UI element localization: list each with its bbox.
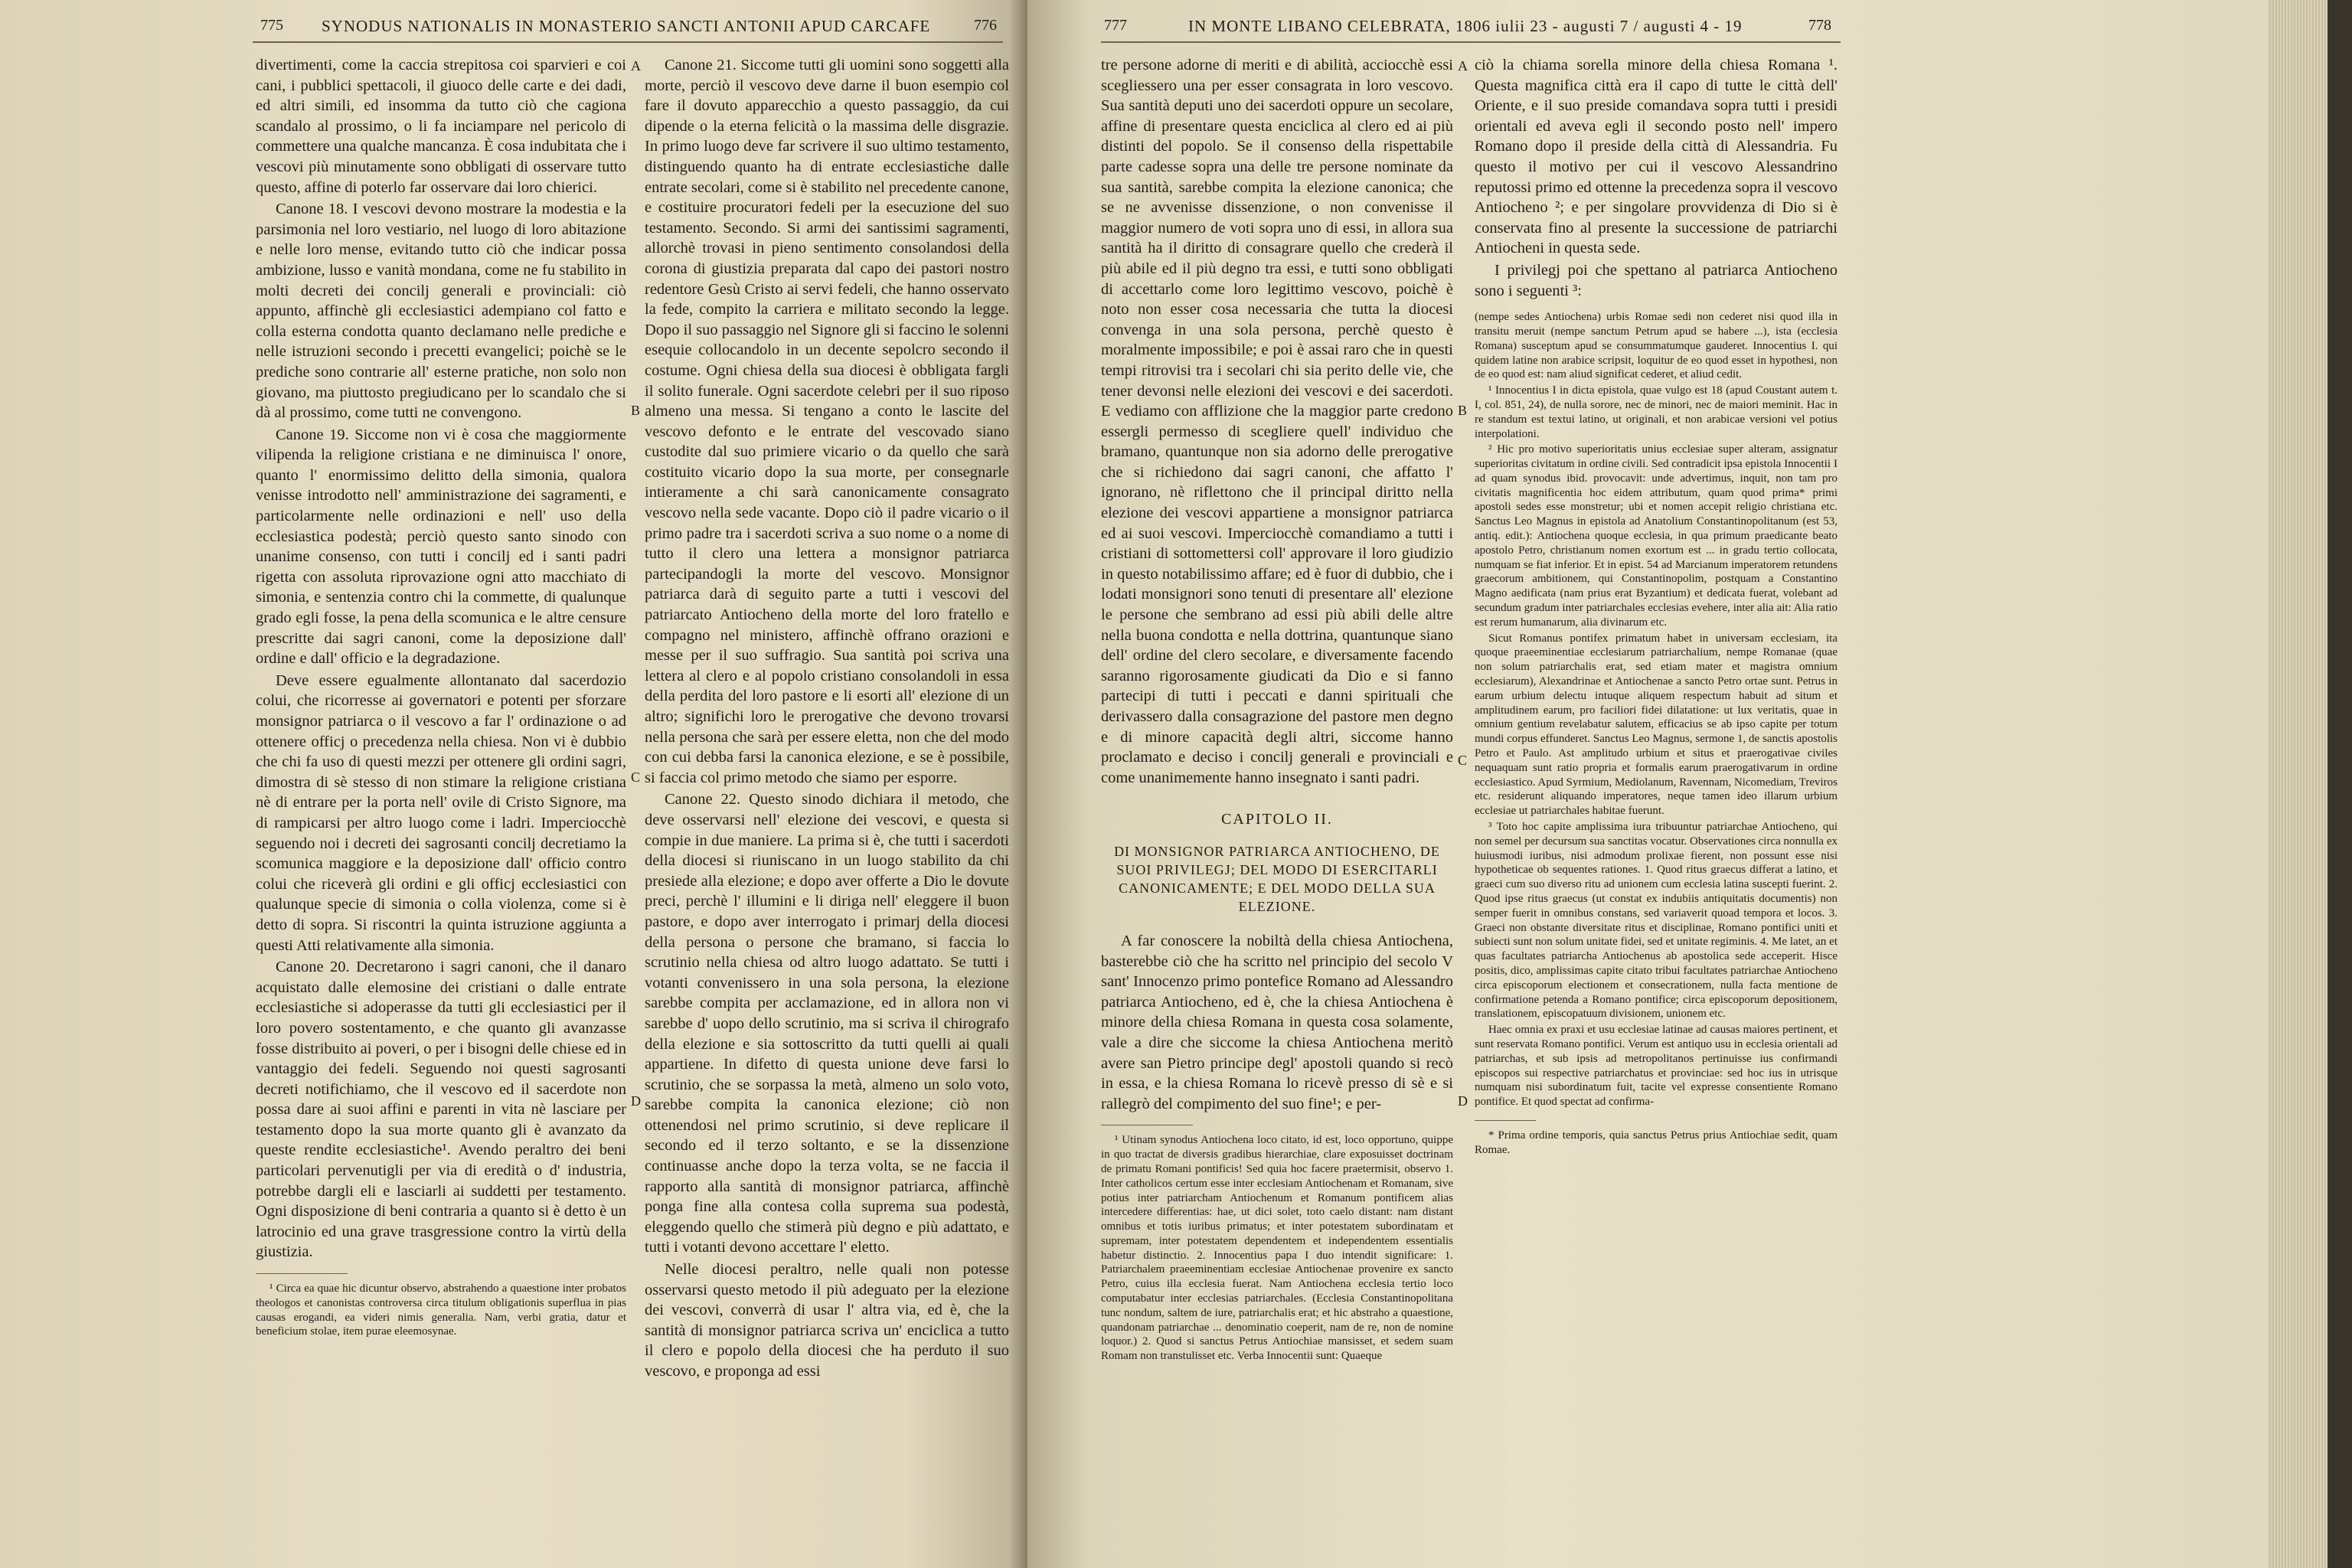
margin-letter-d: D <box>1458 1093 1468 1109</box>
chapter-subtitle: DI MONSIGNOR PATRIARCA ANTIOCHENO, DE SUOI PRIVILEGJ; DEL MODO DI ESERCITARLI CANONICAMENTE; E DEL MODO DELLA SUA ELEZIONE. <box>1114 843 1440 914</box>
footnote-text: ¹ Utinam synodus Antiochena loco citato, id est, loco opportuno, quippe in quo tractat de diversis gradibus hierarchiae, clare exposuisset doctrinam de primatu Romani pontificis! Sed quia hoc facere praetermisit, observo 1. Inter catholicos certum esse inter ecclesiam Antiochenam et Romanam, sive potius inter patriarcham Antiochenum et Romanum pontificem alias intercedere differentias: hae, ut dici solet, toto caelo distant: nam distant omnibus et totis iuribus primatus; et inter potestatem subordinatam et supremam, inter potestatem dependentem et independentem essentialis habetur distinctio. 2. Innocentius papa I duo intendit significare: 1. Patriarchalem praeeminentiam ecclesiae Antiochenae provenire ex sancto Petro, cuius illa ecclesia fuerat. Nam Antiochena ecclesia tertio loco computabatur inter ecclesias patriarchales. (Ecclesia Constantinopolitana tunc nondum, saltem de iure, patriarchalis erat; et hic abstraho a quaestione, quandonam patriarchae ... denominatio coeperit, nam de re, non de nomine loquor.) 2. Quod si sanctus Petrus Antiochiae mansisset, et sedem suam Romam non transtulisset etc. Verba Innocentii sunt: Quaeque <box>1101 1134 1453 1363</box>
margin-letter-c: C <box>631 769 641 785</box>
canon-18: Canone 18. I vescovi devono mostrare la modestia e la parsimonia nel loro vestiario, nel luogo di loro abitazione e nelle loro mense, evitando tutto ciò che indicar possa ambizione, lusso e vanità mondana, come ne fu stabilito in molti decreti dei concilj generali e provinciali: ciò appunto, affinchè gli ecclesiastici adempiano col fatto e colla esterna condotta quanto declamano nelle prediche e nelle istruzioni secondo i precetti evangelici; poichè se le prediche sono contrarie all' esterne pratiche, non solo non giovano, ma piuttosto pregiudicano per lo scandalo che si dà al prossimo, come tutti ne convengono. <box>256 201 626 422</box>
footnotes <box>1475 310 1838 1157</box>
margin-letter-c: C <box>1458 753 1468 768</box>
paragraph: Nelle diocesi peraltro, nelle quali non potesse osservarsi questo metodo il più adeguato per la elezione dei vescovi, converrà di usar l' altra via, ed è, che la santità di monsignor patriarca scriva un' enciclica a tutto il clero e popolo della diocesi che ha perduto il suo vescovo, e proponga ad essi <box>645 1261 1009 1380</box>
footnote-text: (nempe sedes Antiochena) urbis Romae sedi non cederet nisi quod illa in transitu meruit (nempe sanctum Petrum apud se habere ...), ista (ecclesia Romana) susceptum apud se consummatumque gauderet. Innocentius I. qui quidem latine non arabice scripsit, loquitur de eo quod esset in hypothesi, non de eo quod est: nam aliud significat cederet, et aliud cedit. <box>1475 311 1838 381</box>
paragraph: Deve essere egualmente allontanato dal sacerdozio colui, che ricorresse ai governatori e potenti per sforzare monsignor patriarca o il vescovo a far l' ordinazione o ad ottenere officj o precedenza nella chiesa. Non vi è dubbio che chi fa uso di questi mezzi per ottenere gli ordini sagri, dimostra di sè stesso di non stimare la religione cristiana nè di entrare per la porta nell' ovile di Cristo Signore, ma di rampicarsi per altro luogo come i ladri. Imperciocchè seguendo noi i decreti dei sagrosanti concilj decretiamo la scomunica maggiore e la deposizione dall' officio contro colui che riceverà gli ordini e gli officj ecclesiastici con qualunque specie di simonia o colla violenza, come si è detto di sopra. Si riscontri la quinta istruzione aggiunta a questi Atti relativamente alla simonia. <box>256 671 626 954</box>
chapter-title: CAPITOLO II. <box>1221 811 1333 828</box>
left-col-2 <box>645 55 1009 1383</box>
margin-letter-a: A <box>1458 58 1468 74</box>
book-cover-edge <box>2328 0 2352 1568</box>
canon-21: Canone 21. Siccome tutti gli uomini sono soggetti alla morte, perciò il vescovo deve darne il buon esempio col fare il dovuto apparecchio a questo passaggio, da cui dipende o la eterna felicità o la massima delle disgrazie. In primo luogo deve far scrivere il suo ultimo testamento, distinguendo quanto ha di entrate ecclesiastiche dalle entrate secolari, come si è stabilito nel precedente canone, e costituire procuratori fedeli per la esecuzione del suo testamento. Secondo. Si armi dei santissimi sagramenti, allorchè trovasi in pieno sentimento consolandosi della corona di giustizia preparata dal capo dei pastori nostro redentore Gesù Cristo ai servi fedeli, che hanno osservato la fede, compito la carriera e militato secondo la legge. Dopo il suo passaggio nel Signore gli si faccino le solenni esequie collocandolo in un decente sepolcro secondo il costume. Ogni chiesa della sua diocesi è obbligata fargli il solito funerale. Ogni sacerdote celebri per il suo riposo almeno una messa. Si tengano a conto le lascite del vescovo defonto e le entrate del vescovado siano custodite dal suo primiere vicario o da quello che sarà costituito vicario dopo la sua morte, per consegnarle intieramente a chi sarà canonicamente consagrato vescovo nella sede vacante. Dopo ciò il padre vicario o il primo padre tra i sacerdoti scriva a suo nome o a nome di tutto il clero una lettera a monsignor patriarca partecipandogli la morte del vescovo. Monsignor patriarca darà di seguito parte a tutti i vescovi del patriarcato Antiocheno della morte del loro fratello e compagno nel ministero, affinchè offrano orazioni e messe per il suo suffragio. Sua santità poi scriva una lettera al clero e al popolo cristiano consolandoli in essa della perdita del loro pastore e li esorti all' elezione di un altro; significhi loro le prerogative che devono trovarsi nella persona che sarà per essere eletta, non che del modo con cui debba farsi la canonica elezione, e se è possibile, si faccia col primo metodo che siamo per esporre. <box>645 57 1009 786</box>
footnote-text: Sicut Romanus pontifex primatum habet in universam ecclesiam, ita quoque praeeminentiae ecclesiarum patriarchalium, nempe Romanae (quae non solum patriarchalis erat, sed etiam mater et magistra omnium ecclesiarum), Alexandrinae et Antiochenae a sancto Petro ortae sunt. Petrus in earum urbium delectu intuque aliquem respectum habuit ad situm et amplitudinem earum, pro faciliori fidei dilatatione: ut lux veritatis, quae in omnium gentium revelabatur salutem, efficacius se ab ipso capite per totum mundi corpus effunderet. Sanctus Leo Magnus, sermone 1, de sanctis apostolis Petro et Paulo. Ast amplitudo urbium et situs et praerogativae civiles nequaquam sunt ratio propria et formalis earum praerogativarum in ordine ecclesiastico. Apud Syrmium, Mediolanum, Ravennam, Nicomediam, Treviros etc. residerunt aliquando imperatores, neque tamen ideo illarum urbium ecclesiae ut patriarchales habitae fuerunt. <box>1475 632 1838 818</box>
footnote-text: Haec omnia ex praxi et usu ecclesiae latinae ad causas maiores pertinent, et sunt reservata Romano pontifici. Verum est antiquo usu in ecclesia orientali ad patriarchas, et sub ipsis ad metropolitanos pertinuisse ius confirmandi episcopos sui respective patriarchatus et provinciae: sed hoc ius in utrisque numquam nisi subordinatum fuit, tacite vel expresse consentiente Romano pontifice. Et quod spectat ad confirma- <box>1475 1024 1838 1109</box>
right-col-2 <box>1475 55 1838 1159</box>
margin-letter-b: B <box>1458 403 1468 418</box>
page-number-777: 777 <box>1104 17 1127 34</box>
paragraph: tre persone adorne di meriti e di abilità, acciocchè essi scegliessero una per esser consagrata in loro vescovo. Sua santità deputi uno dei sacerdoti oppure un secolare, affine di presentare questa enciclica al clero ed ai più distinti del popolo. Se il consenso della rispettabile parte cadesse sopra una delle tre persone nominate da sua santità, sarebbe compita la elezione canonica; che se ne avvenisse dissenzione, o non convenisse il maggior numero de voti sopra uno di essi, in allora sua santità ha il diritto di consagrare quello che crederà il più abile ed il più degno tra essi, e tutti sono obbligati di accettarlo come loro legittimo vescovo, poichè è noto non esser cosa necessaria che tutta la diocesi convenga in una sola persona, perchè questo è moralmente impossibile; e poi è assai raro che in questi tempi ritrovisi tra i secolari chi sia perito delle vie, che tener devonsi nelle elezioni dei vescovi e dei sacerdoti. E vediamo con afflizione che la maggior parte credono essergli permesso di scegliere quell' individuo che bramano, quantunque non sia adorno delle prerogative che si richiedono dai sagri canoni, che affatto l' ignorano, nè riflettono che il principal diritto nella elezione dei vescovi appartiene a monsignor patriarca ed ai suoi vescovi. Imperciocchè comandiamo a tutti i cristiani di sottomettersi coll' approvare il loro giudizio in questo notabilissimo affare; ed è fuor di dubbio, che i lodati monsignori sono tenuti di presentare all' elezione le persone che sembrano ad essi più abili delle altre nella buona condotta e nella dottrina, quantunque siano dell' ordine del clero secolare, e diversamente facendo saranno rigorosamente giudicati da Dio e si fanno partecipi di tutti i peccati e danni spirituali che derivassero dalla consagrazione del pastore men degno e di minore capacità degli altri, siccome hanno proclamato e deciso i concilj generali e provinciali e come unanimemente hanno insegnato i santi padri. <box>1101 57 1453 786</box>
footnote-rule <box>256 1273 348 1274</box>
margin-letter-d: D <box>631 1093 641 1109</box>
page-number-776: 776 <box>974 17 997 34</box>
page-number-775: 775 <box>260 17 283 34</box>
paragraph: A far conoscere la nobiltà della chiesa Antiochena, basterebbe ciò che ha scritto nel principio del secolo V sant' Innocenzo primo pontefice Romano ad Alessandro patriarca Antiocheno, ed è, che la chiesa Antiochena è minore della chiesa Romana in questa cosa solamente, vale a dire che siccome la chiesa Antiochena meritò avere san Pietro principe degl' apostoli quando si recò in essa, e la chiesa Romana lo ricevè presso di sè e si rallegrò del compimento del suo fine¹; e per- <box>1101 932 1453 1112</box>
head-rule-left <box>253 41 1003 43</box>
running-head-right: IN MONTE LIBANO CELEBRATA, 1806 iulii 23 - augusti 7 / augusti 4 - 19 <box>1188 17 1743 35</box>
footnote-text: * Prima ordine temporis, quia sanctus Petrus prius Antiochiae sedit, quam Romae. <box>1475 1129 1838 1156</box>
right-col-1 <box>1101 55 1453 1365</box>
page-number-778: 778 <box>1808 17 1831 34</box>
left-page <box>0 0 1027 1568</box>
left-col-1 <box>256 55 626 1341</box>
paragraph: I privilegj poi che spettano al patriarca Antiocheno sono i seguenti ³: <box>1475 261 1838 299</box>
footnote-text: ² Hic pro motivo superioritatis unius ecclesiae super alteram, assignatur superioritas civitatum in ordine civili. Sed contradicit ipsa epistola Innocentii I ad quam synodus ibid. provocavit: unde advertimus, inquit, non tam pro civitatis magnificentia hoc eidem attributum, quam quod prima* primi apostoli sedes esse monstretur; ubi et nomen accepit religio christiana etc. Sanctus Leo Magnus in epistola ad Anatolium Constantinopolitanum (est 53, antiq. edit.): Antiochena quoque ecclesia, in qua primum praedicante beato apostolo Petro, christianum nomen exortum est ... in gradu tertio collocata, numquam se fiat inferior. Et in epist. 54 ad Marcianum imperatorem retundens graecorum ambitionem, qui Constantinopolim, postquam a Constantino Magno aedificata (nam prius erat Byzantium) et dedicata fuerat, volebant ad secundum gradum inter patriarchales ecclesias evehere, inter alia ait: Alia ratio est rerum humanarum, alia divinarum etc. <box>1475 443 1838 629</box>
right-page <box>1027 0 2268 1568</box>
canon-19: Canone 19. Siccome non vi è cosa che maggiormente vilipenda la religione cristiana e ne diminuisca l' onore, quanto l' enormissimo delitto della simonia, qualora venisse introdotto nell' amministrazione dei sagramenti, e particolarmente nelle ordinazioni e nell' uso della ecclesiastica podestà; perciò questo santo sinodo con unanime consenso, con tutti i concilj ed i santi padri rigetta con assoluta riprovazione ogni atto macchiato di simonia, e sentenzia contro chi la commette, di qualunque grado egli fosse, la pena della scomunica e le altre censure prescritte dai sagri canoni, come la deposizione dall' ordine e dall' officio e la degradazione. <box>256 426 626 668</box>
footnote <box>1101 1133 1453 1364</box>
canon-22: Canone 22. Questo sinodo dichiara il metodo, che deve osservarsi nell' elezione dei vescovi, e questa si compie in due maniere. La prima si è, che tutti i sacerdoti della diocesi si riuniscano in un luogo stabilito da chi presiede alla elezione; e dopo aver offerte a Dio le dovute preci, perchè l' illumini e li diriga nell' eleggere il buon pastore, e dopo aver interrogato i primarj della diocesi della persona o persone che bramano, si faccia lo scrutinio nella chiesa od altro luogo adattato. Se tutti i votanti convenissero in una sola persona, la elezione sarebbe compita per acclamazione, ed in allora non vi sarebbe d' uopo dello scrutinio, ma si scriva il chirografo della elezione e sia sottoscritto da tutti quelli ai quali appartiene. In difetto di questa unione deve farsi lo scrutinio, che se sorpassa la metà, almeno un solo voto, sarebbe compita la canonica elezione; ciò non ottenendosi nel primo scrutinio, si deve replicare il secondo ed il terzo soltanto, e se la dissenzione continuasse anche dopo la terza volta, se ne faccia il rapporto alla santità di monsignor patriarca, affinchè ponga fine alla contesa colla suprema sua podestà, eleggendo quello che stimerà più degno e più adattato, e tutti i votanti devono accettare l' eletto. <box>645 791 1009 1256</box>
footnote-text: ¹ Circa ea quae hic dicuntur observo, abstrahendo a quaestione inter probatos theologos et canonistas controversa circa titulum obligationis superflua in pias causas erogandi, ea videri nimis generalia. Nam, verbi gratia, datur et beneficium stolae, item purae eleemosynae. <box>256 1282 626 1338</box>
head-rule-right <box>1101 41 1841 43</box>
margin-letter-a: A <box>631 58 641 74</box>
margin-letter-b: B <box>631 403 641 418</box>
footnote-text: ¹ Innocentius I in dicta epistola, quae vulgo est 18 (apud Coustant autem t. I, col. 851, 24), de nulla sorore, nec de minori, nec de maiori meminit. Hac in re standum est textui latino, ut originali, et non arabicae versioni vel potius interpolationi. <box>1475 384 1838 440</box>
canon-20: Canone 20. Decretarono i sagri canoni, che il danaro acquistato dalle elemosine dei cristiani o dalle entrate ecclesiastiche si adoperasse da tutti gli ecclesiastici per il loro povero sostentamento, e che quanto gli avanzasse fosse distribuito ai poveri, o per i bisogni delle chiese ed in vantaggio dei fedeli. Seguendo noi questi sagrosanti decreti notifichiamo, che il vescovo ed il sacerdote non possa dare ai suoi affini e parenti in vita nè lasciare per testamento dopo la sua morte quanto gli è avanzato da queste rendite ecclesiastiche¹. Avendo peraltro dei beni particolari pervenutigli per via di eredità o d' industria, potrebbe dargli eli e lasciarli ai suddetti per testamento. Ogni disposizione di beni contraria a quanto si è detto è un latrocinio ed una grave trasgressione contro la virtù della giustizia. <box>256 959 626 1261</box>
footnote <box>256 1282 626 1339</box>
footnote-text: ³ Toto hoc capite amplissima iura tribuuntur patriarchae Antiocheno, qui non semel per decursum sua sanctitas vocatur. Observationes circa nonnulla ex huiusmodi iuribus, nisi admodum prolixae fierent, non possunt esse nisi hypotheticae ob sequentes rationes. 1. Quod ritus graecus differat a latino, et graeci cum suo diverso ritu ad unionem cum ecclesia latina suscepti fuerint. 2. Quod ipse ritus graecus (ut constat ex indubiis antiquitatis documentis) non semper fuerit in omnibus constans, sed variaverit quoad tempora et locos. 3. Graeci non obstante diversitate ritus et disciplinae, Romano pontifici uniti et subiecti sunt non solum unitate fidei, sed et unitate regiminis. 4. Me latet, an et quas facultates patriarcha Antiochenus ab apostolica sede acceperit. Hisce positis, dico, amplissimas capite citato tribui facultates patriarchae Antiocheno circa episcoporum electionem et consecrationem, nulla facta mentione de confirmatione petenda a Romano pontifice; circa episcoporum depositionem, translationem, episcopatuum divisionem, unionem etc. <box>1475 821 1838 1021</box>
footnote-rule <box>1475 1120 1536 1121</box>
paragraph: divertimenti, come la caccia strepitosa coi sparvieri e coi cani, i pubblici spettacoli, il giuoco delle carte e dei dadi, ed altri simili, ed insomma da tutto ciò che cagiona scandalo al prossimo, o li fa inciampare nel pericolo di commettere una qualche mancanza. È cosa indubitata che i vescovi più minutamente sono obbligati di osservare tutto questo, affine di poterlo far osservare dai loro chierici. <box>256 57 626 196</box>
running-head-left: SYNODUS NATIONALIS IN MONASTERIO SANCTI ANTONII APUD CARCAFE <box>322 17 931 35</box>
paragraph: ciò la chiama sorella minore della chiesa Romana ¹. Questa magnifica città era il capo di tutte le città dell' Oriente, e il suo preside comandava sopra tutti i presidi orientali ed aveva egli il secondo posto nell' impero Romano dopo il preside della città di Alessandria. Fu questo il motivo per cui il vescovo Alessandrino reputossi primo ed ottenne la precedenza sopra il vescovo Antiocheno ²; e per singolare provvidenza di Dio si è conservata fino al presente la successione de patriarchi Antiocheni in questa sede. <box>1475 57 1838 257</box>
